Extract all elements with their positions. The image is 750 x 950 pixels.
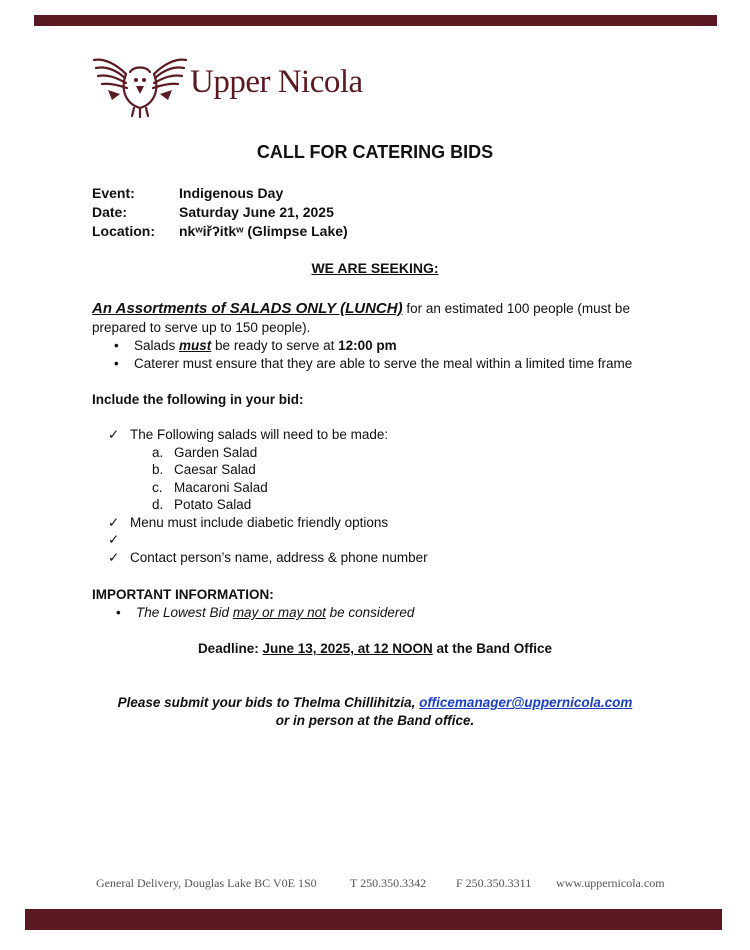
salad-list — [108, 444, 428, 514]
list-item — [152, 479, 428, 497]
detail-row — [92, 203, 348, 222]
detail-label: Date: — [92, 204, 128, 220]
list-letter: d. — [152, 497, 164, 512]
checklist-text: Contact person’s name, address & phone number — [130, 549, 428, 565]
list-item — [112, 337, 632, 355]
checkmark-icon: ✓ — [108, 549, 120, 565]
seeking-heading: WE ARE SEEKING: — [311, 260, 439, 276]
footer-website[interactable]: www.uppernicola.com — [556, 876, 665, 890]
submit-text: Please submit your bids to Thelma Chillihitzia, — [117, 695, 420, 710]
detail-row — [92, 222, 348, 241]
note-emphasis: may or may not — [232, 605, 326, 620]
bullet-text: Salads — [134, 338, 180, 353]
note-text: The Lowest Bid — [136, 605, 233, 620]
deadline-date: June 13, 2025, at 12 NOON — [262, 641, 433, 656]
checkmark-icon: ✓ — [108, 514, 120, 530]
footer-fax: F 250.350.3311 — [456, 876, 532, 890]
detail-row — [92, 184, 348, 203]
salad-name: Potato Salad — [174, 497, 252, 512]
detail-label: Location: — [92, 223, 155, 239]
list-letter: a. — [152, 444, 164, 460]
salad-name: Garden Salad — [174, 444, 258, 460]
submission-instructions — [0, 694, 750, 730]
list-item — [152, 461, 428, 479]
footer-phone: T 250.350.3342 — [350, 876, 427, 890]
list-item — [112, 355, 632, 373]
seeking-bullets — [112, 337, 632, 373]
seeking-paragraph — [92, 299, 652, 337]
bid-checklist — [108, 426, 428, 566]
detail-value: Saturday June 21, 2025 — [179, 204, 334, 220]
salad-name: Macaroni Salad — [174, 479, 268, 495]
list-item — [108, 531, 428, 549]
deadline — [0, 641, 750, 656]
emphasis-text: must — [179, 338, 212, 353]
detail-value: nkʷiřʔitkʷ (Glimpse Lake) — [179, 223, 348, 239]
detail-value: Indigenous Day — [179, 185, 284, 201]
salad-name: Caesar Salad — [174, 462, 256, 477]
list-item — [152, 444, 428, 462]
list-item — [108, 549, 428, 567]
bullet-text: Caterer must ensure that they are able to serve the meal within a limited time frame — [134, 356, 633, 371]
seeking-rest: for an estimated 100 people (must be prepared to serve up to 150 people). — [92, 301, 630, 335]
serve-time: 12:00 pm — [338, 338, 397, 353]
top-border-bar — [34, 15, 717, 26]
include-heading: Include the following in your bid: — [92, 392, 304, 407]
submit-line — [0, 694, 750, 712]
list-letter: b. — [152, 462, 164, 477]
org-name: Upper Nicola — [190, 64, 363, 100]
eagle-logo-icon — [90, 50, 190, 120]
note-text: be considered — [325, 605, 415, 620]
deadline-label: Deadline: — [197, 641, 263, 656]
bullet-text: be ready to serve at — [211, 338, 339, 353]
footer-address: General Delivery, Douglas Lake BC V0E 1S0 — [96, 876, 317, 890]
checklist-text: The Following salads will need to be made: — [130, 427, 389, 442]
deadline-location: at the Band Office — [432, 641, 553, 656]
seeking-lead: An Assortments of SALADS ONLY (LUNCH) — [92, 300, 403, 317]
event-details — [92, 184, 348, 241]
letterhead-logo — [90, 50, 390, 122]
detail-label: Event: — [92, 185, 135, 201]
list-letter: c. — [152, 479, 163, 495]
list-item — [108, 514, 428, 532]
checkmark-icon: ✓ — [108, 427, 120, 442]
page-title: CALL FOR CATERING BIDS — [256, 142, 494, 162]
checkmark-icon: ✓ — [108, 532, 120, 547]
important-heading: IMPORTANT INFORMATION: — [92, 587, 274, 602]
checklist-text: Menu must include diabetic friendly options — [130, 514, 389, 530]
submit-line: or in person at the Band office. — [275, 713, 475, 728]
list-item — [152, 496, 428, 514]
bottom-border-bar — [25, 909, 722, 930]
important-note — [114, 605, 414, 620]
list-item — [108, 426, 428, 444]
email-link[interactable]: officemanager@uppernicola.com — [419, 695, 633, 710]
